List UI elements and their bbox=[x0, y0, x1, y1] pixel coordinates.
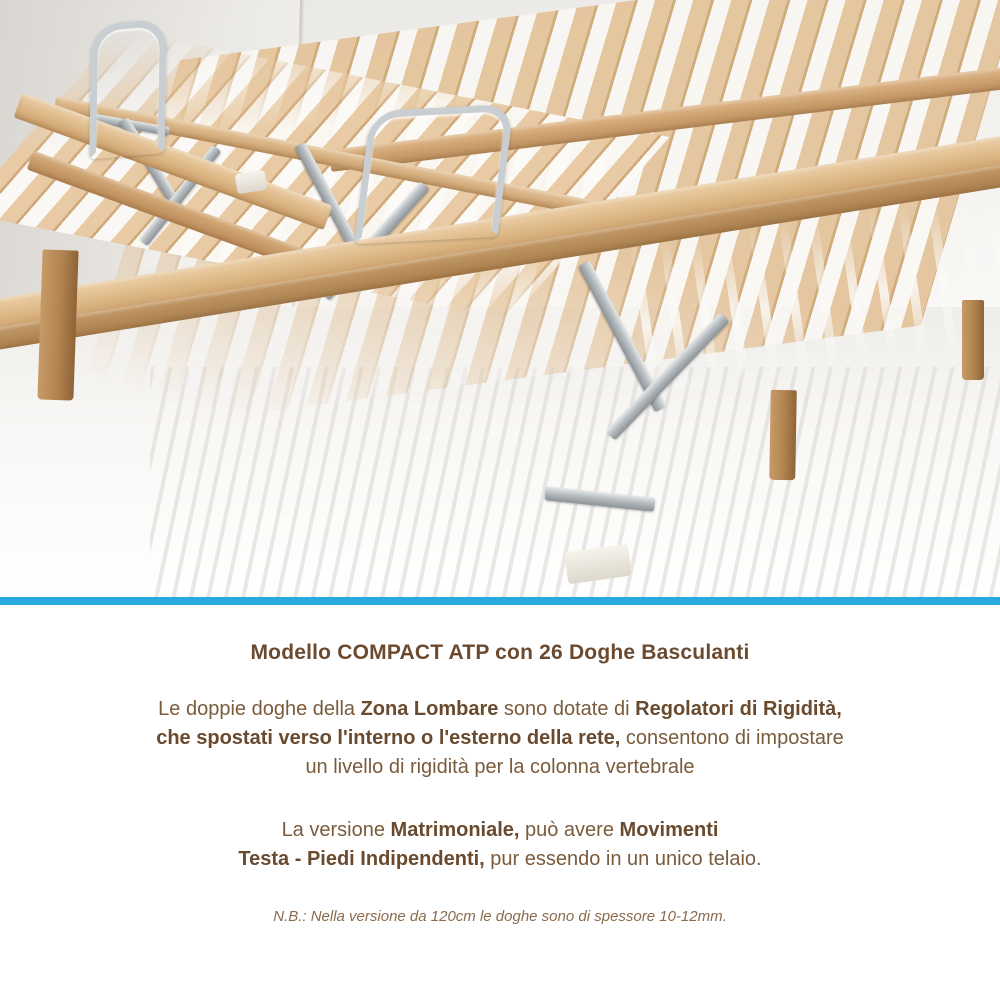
lift-handle-right bbox=[354, 104, 514, 245]
p1-text-3: consentono di impostare bbox=[620, 727, 844, 749]
lift-handle-left bbox=[89, 18, 167, 159]
p1-bold-zona-lombare: Zona Lombare bbox=[360, 698, 499, 720]
description-panel bbox=[0, 605, 1000, 1000]
product-headline: Modello COMPACT ATP con 26 Doghe Basculanti bbox=[250, 641, 750, 664]
bed-leg-rear bbox=[962, 300, 984, 380]
p1-bold-regolatori: Regolatori di Rigidità, bbox=[635, 698, 842, 720]
description-note: N.B.: Nella versione da 120cm le doghe sono di spessore 10-12mm. bbox=[273, 908, 727, 925]
p1-bold-spostati: che spostati verso l'interno o l'esterno della rete, bbox=[156, 727, 621, 749]
corner-cap-front bbox=[564, 544, 632, 585]
description-paragraph-2 bbox=[40, 816, 960, 874]
p2-bold-matrimoniale: Matrimoniale, bbox=[390, 819, 520, 841]
hinge-base-rail bbox=[545, 486, 656, 511]
p1-text-2: sono dotate di bbox=[498, 698, 636, 720]
p2-text-1: La versione bbox=[281, 819, 391, 841]
description-paragraph-1 bbox=[40, 695, 960, 782]
p1-text-1: Le doppie doghe della bbox=[158, 698, 361, 720]
bed-leg-front bbox=[37, 249, 78, 400]
blue-divider bbox=[0, 597, 1000, 605]
p2-text-3: pur essendo in un unico telaio. bbox=[484, 848, 762, 870]
p2-bold-testa-piedi: Testa - Piedi Indipendenti, bbox=[238, 848, 485, 870]
p2-bold-movimenti: Movimenti bbox=[619, 819, 719, 841]
p2-text-2: può avere bbox=[519, 819, 620, 841]
p1-text-4: un livello di rigidità per la colonna vertebrale bbox=[305, 756, 695, 778]
bed-leg-middle bbox=[769, 390, 797, 480]
